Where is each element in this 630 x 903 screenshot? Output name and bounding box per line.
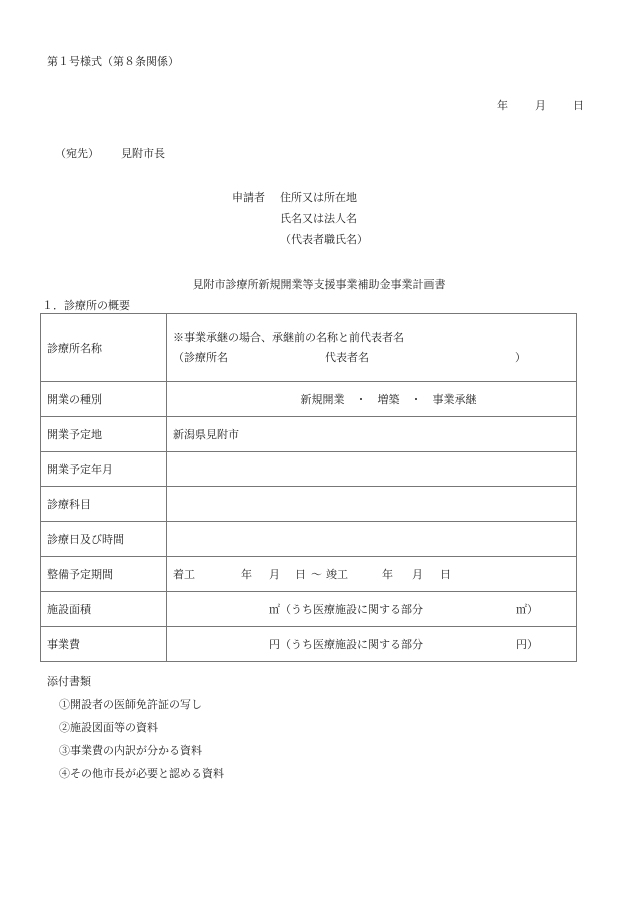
applicant-representative: （代表者職氏名） — [280, 233, 368, 246]
end-year: 年 — [382, 568, 393, 581]
succession-note: ※事業承継の場合、承継前の名称と前代表者名 — [173, 330, 404, 344]
start-day: 日 — [295, 568, 306, 581]
row-label: 事業費 — [41, 627, 167, 662]
table-row — [41, 627, 577, 662]
applicant-address: 住所又は所在地 — [280, 191, 357, 204]
attachment-item: ①開設者の医師免許証の写し — [59, 698, 202, 711]
table-row — [41, 314, 577, 382]
end-month: 月 — [412, 568, 423, 581]
form-number: 第１号様式（第８条関係） — [47, 55, 179, 68]
representative-sub: 代表者名 — [325, 350, 369, 364]
date-year: 年 — [497, 99, 508, 112]
attachments-title: 添付書類 — [47, 675, 91, 688]
row-label: 診療科目 — [41, 487, 167, 522]
project-cost-field[interactable] — [167, 627, 577, 662]
applicant-name: 氏名又は法人名 — [280, 212, 357, 225]
area-inner: （うち医療施設に関する部分 — [280, 603, 423, 616]
row-label: 開業予定年月 — [41, 452, 167, 487]
table-row — [41, 557, 577, 592]
attachment-item: ④その他市長が必要と認める資料 — [59, 767, 224, 780]
row-label: 整備予定期間 — [41, 557, 167, 592]
start-label: 着工 — [173, 568, 195, 581]
close-paren: ） — [515, 350, 526, 364]
addressee-label: （宛先） — [55, 147, 99, 160]
opening-type-field[interactable]: 新規開業 ・ 増築 ・ 事業承継 — [167, 382, 577, 417]
date-line — [497, 97, 584, 113]
clinic-name-field[interactable] — [167, 314, 577, 382]
hours-field[interactable] — [167, 522, 577, 557]
cost-inner: （うち医療施設に関する部分 — [280, 638, 423, 651]
start-year: 年 — [241, 568, 252, 581]
date-day: 日 — [573, 99, 584, 112]
section-title: １．診療所の概要 — [42, 299, 130, 312]
row-label: 診療所名称 — [41, 314, 167, 382]
table-row — [41, 522, 577, 557]
table-row — [41, 417, 577, 452]
clinic-name-sub: （診療所名 — [173, 350, 228, 364]
area-unit-close: ㎡） — [516, 603, 538, 616]
applicant-label: 申請者 — [232, 191, 265, 204]
addressee — [55, 145, 165, 161]
construction-period-field[interactable] — [167, 557, 577, 592]
date-month: 月 — [535, 99, 546, 112]
location-field[interactable]: 新潟県見附市 — [167, 417, 577, 452]
table-row — [41, 592, 577, 627]
facility-area-field[interactable] — [167, 592, 577, 627]
row-label: 開業の種別 — [41, 382, 167, 417]
attachments — [47, 670, 224, 785]
end-label: 竣工 — [326, 568, 348, 581]
row-label: 開業予定地 — [41, 417, 167, 452]
end-day: 日 — [440, 568, 451, 581]
document-title: 見附市診療所新規開業等支援事業補助金事業計画書 — [192, 278, 446, 291]
table-row — [41, 382, 577, 417]
start-month: 月 — [269, 568, 280, 581]
area-unit: ㎡ — [269, 603, 280, 616]
tilde: ～ — [311, 568, 322, 581]
table-row — [41, 487, 577, 522]
applicant-block — [232, 187, 368, 250]
departments-field[interactable] — [167, 487, 577, 522]
attachment-item: ③事業費の内訳が分かる資料 — [59, 744, 202, 757]
row-label: 診療日及び時間 — [41, 522, 167, 557]
cost-unit-close: 円） — [516, 638, 538, 651]
cost-unit: 円 — [269, 638, 280, 651]
row-label: 施設面積 — [41, 592, 167, 627]
clinic-overview-table — [40, 313, 577, 662]
opening-date-field[interactable] — [167, 452, 577, 487]
addressee-name: 見附市長 — [121, 147, 165, 160]
table-row — [41, 452, 577, 487]
attachment-item: ②施設図面等の資料 — [59, 721, 158, 734]
